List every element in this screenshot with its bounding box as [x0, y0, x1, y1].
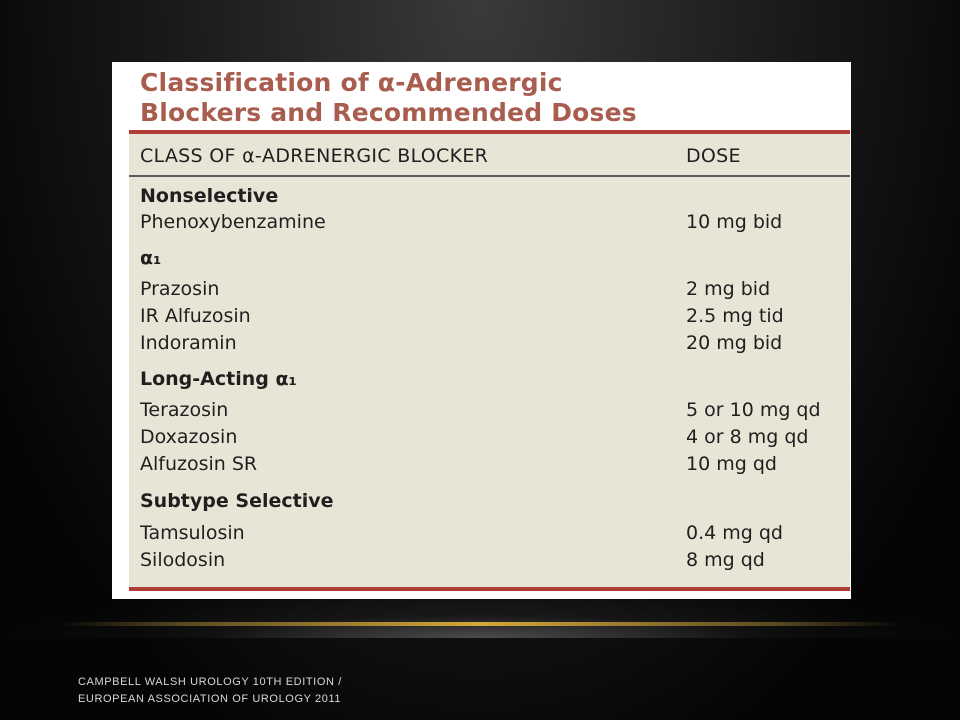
group-label-long-acting: Long-Acting α₁ — [140, 368, 297, 390]
row-dose: 4 or 8 mg qd — [686, 426, 809, 448]
row-dose: 5 or 10 mg qd — [686, 399, 821, 421]
table-top-rule — [129, 130, 850, 134]
row-dose: 0.4 mg qd — [686, 522, 783, 544]
row-name: Indoramin — [140, 332, 237, 354]
row-dose: 20 mg bid — [686, 332, 783, 354]
group-label-nonselective: Nonselective — [140, 185, 279, 207]
header-class: CLASS OF α-ADRENERGIC BLOCKER — [140, 145, 489, 167]
table-bottom-rule — [129, 587, 850, 591]
figure-title-line1: Classification of α-Adrenergic — [140, 68, 563, 97]
dose-table — [129, 130, 850, 591]
row-name: Tamsulosin — [140, 522, 245, 544]
row-name: Prazosin — [140, 278, 220, 300]
figure-title-line2: Blockers and Recommended Doses — [140, 98, 637, 127]
row-dose: 10 mg bid — [686, 211, 783, 233]
row-name: IR Alfuzosin — [140, 305, 251, 327]
row-name: Silodosin — [140, 549, 226, 571]
figure-title — [140, 68, 637, 128]
group-label-alpha1: α₁ — [140, 247, 162, 269]
table-figure — [112, 62, 851, 599]
row-dose: 2 mg bid — [686, 278, 771, 300]
header-rule — [129, 175, 850, 177]
row-name: Terazosin — [140, 399, 229, 421]
group-label-subtype-selective: Subtype Selective — [140, 490, 334, 512]
row-name: Phenoxybenzamine — [140, 211, 326, 233]
citation-line2: EUROPEAN ASSOCIATION OF UROLOGY 2011 — [78, 693, 342, 705]
gold-divider-rule — [60, 622, 900, 626]
row-dose: 2.5 mg tid — [686, 305, 784, 327]
header-dose: DOSE — [686, 145, 741, 167]
row-name: Doxazosin — [140, 426, 238, 448]
citation-line1: CAMPBELL WALSH UROLOGY 10TH EDITION / — [78, 676, 342, 688]
row-dose: 8 mg qd — [686, 549, 765, 571]
row-name: Alfuzosin SR — [140, 453, 258, 475]
row-dose: 10 mg qd — [686, 453, 777, 475]
slide-glow — [0, 598, 960, 638]
source-citation — [78, 674, 342, 708]
